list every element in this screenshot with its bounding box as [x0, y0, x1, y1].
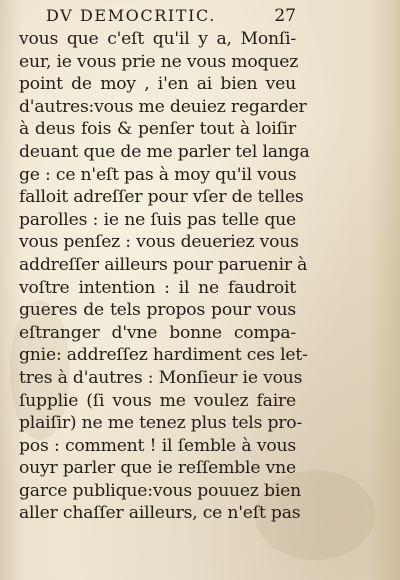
text-line: eſtranger d'vne bonne compa- [19, 322, 296, 343]
text-line: ſupplie (ſi vous me voulez faire [19, 390, 296, 411]
text-line: deuant que de me parler tel langa [19, 141, 310, 162]
text-line: eur, ie vous prie ne vous moquez [19, 51, 299, 72]
text-line: gueres de tels propos pour vous [19, 300, 296, 321]
text-line: aller chaſſer ailleurs, ce n'eſt pas [19, 503, 301, 524]
text-line: plaiſir) ne me tenez plus tels pro- [19, 413, 303, 434]
text-line: ge : ce n'eſt pas à moy qu'il vous [19, 164, 297, 185]
text-line: d'autres:vous me deuiez regarder [19, 96, 307, 117]
running-head: DV DEMOCRITIC. [46, 6, 216, 25]
text-line: addreſſer ailleurs pour paruenir à [19, 254, 308, 275]
text-line: point de moy , i'en ai bien veu [19, 74, 296, 95]
text-line: vous penſez : vous deueriez vous [19, 232, 299, 253]
body-text [19, 28, 310, 525]
page-number: 27 [274, 6, 296, 26]
text-line: à deus fois & penſer tout à loiſir [19, 119, 296, 140]
text-line: voſtre intention : il ne faudroit [19, 277, 296, 298]
text-line: vous que c'eſt qu'il y a, Monſi- [19, 29, 296, 49]
page-header [46, 4, 296, 28]
text-line: falloit adreſſer pour vſer de telles [19, 187, 304, 208]
text-line: garce publique:vous pouuez bien [19, 480, 301, 501]
text-line: tres à d'autres : Monſieur ie vous [19, 367, 303, 388]
text-line: ouyr parler que ie reſſemble vne [19, 458, 296, 479]
text-line: gnie: addreſſez hardiment ces let- [19, 345, 308, 366]
text-line: pos : comment ! il ſemble à vous [19, 435, 296, 456]
text-line: parolles : ie ne ſuis pas telle que [19, 209, 296, 230]
